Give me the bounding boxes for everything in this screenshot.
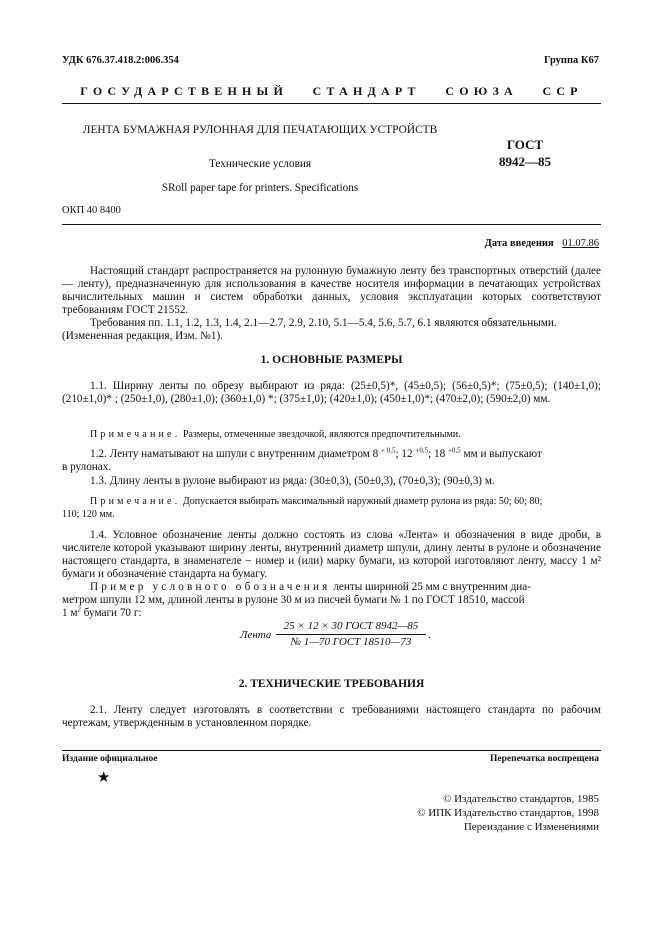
reprint-prohibited: Перепечатка воспрещена bbox=[489, 754, 599, 764]
clause-1-2-text-d: мм и выпускают bbox=[460, 448, 542, 460]
section-1-heading: 1. ОСНОВНЫЕ РАЗМЕРЫ bbox=[260, 354, 403, 366]
formula-end: . bbox=[428, 629, 431, 641]
clause-2-1: 2.1. Ленту следует изготовлять в соответствии с требованиями настоящего стандарта по рабочим чертежам, утвержденным в установленном порядке. bbox=[62, 704, 601, 729]
example-text-1: ленты шириной 25 мм с внутренним диа- bbox=[333, 581, 531, 593]
example-text-3a: 1 м bbox=[62, 607, 78, 619]
clause-1-2-text-e: в рулонах. bbox=[62, 461, 112, 473]
copyright-block bbox=[417, 792, 599, 834]
star-icon: ★ bbox=[97, 770, 111, 786]
example-text-2: метром шпули 12 мм, длиной ленты в рулоне 30 м из писчей бумаги № 1 по ГОСТ 18510, массой bbox=[62, 594, 525, 606]
state-standard-banner: ГОСУДАРСТВЕННЫЙ СТАНДАРТ СОЮЗА ССР bbox=[80, 84, 583, 98]
intro-date-value: 01.07.86 bbox=[562, 238, 599, 249]
reissue-note: Переиздание с Изменениями bbox=[463, 821, 599, 833]
gost-label: ГОСТ bbox=[506, 137, 544, 152]
english-title: SRoll paper tape for printers. Specifications bbox=[161, 182, 359, 194]
tolerance-12: +0,5 bbox=[415, 446, 429, 455]
example-label: Пример условного обозначения bbox=[90, 581, 331, 593]
section-2-heading: 2. ТЕХНИЧЕСКИЕ ТРЕБОВАНИЯ bbox=[238, 678, 425, 690]
clause-1-2 bbox=[62, 448, 601, 474]
formula-word: Лента bbox=[240, 629, 272, 641]
note-2-label: Примечание. bbox=[90, 496, 181, 507]
clause-1-2-text-b: ; 12 bbox=[395, 448, 413, 460]
designation-example bbox=[62, 581, 601, 620]
formula-denominator: № 1—70 ГОСТ 18510—73 bbox=[290, 636, 412, 648]
document-subtitle: Технические условия bbox=[209, 158, 311, 170]
tolerance-8: + 0,5 bbox=[381, 446, 396, 455]
note-2-text: Допускается выбирать максимальный наружный диаметр рулона из ряда: 50; 60; 80; bbox=[182, 496, 543, 507]
amendment-note: (Измененная редакция, Изм. №1). bbox=[62, 330, 223, 342]
tolerance-18: +0,5 bbox=[447, 446, 461, 455]
note-2-text-continued: 110; 120 мм. bbox=[62, 508, 115, 520]
mandatory-requirements: Требования пп. 1.1, 1.2, 1.3, 1.4, 2.1—2.7, 2.9, 2.10, 5.1—5.4, 5.6, 5.7, 6.1 являются обязательными. bbox=[90, 317, 557, 329]
fraction-bar bbox=[276, 634, 426, 635]
preamble-paragraph: Настоящий стандарт распространяется на рулонную бумажную ленту без транспортных отверстий (далее — ленту), предназначенную для использования в качестве носителя информации в печатающих устройствах вычислительных машин и систем обработки данных, условия эксплуатации которых соответствуют требованиям ГОСТ 21552. bbox=[62, 265, 601, 316]
note-1-text: Размеры, отмеченные звездочкой, являются предпочтительными. bbox=[182, 429, 461, 440]
okp-code: ОКП 40 8400 bbox=[62, 205, 121, 216]
group-code: Группа К67 bbox=[543, 55, 599, 66]
note-2 bbox=[62, 496, 601, 521]
intro-date bbox=[485, 238, 599, 249]
example-sup: 2 bbox=[77, 605, 81, 614]
gost-number: 8942—85 bbox=[499, 154, 551, 169]
note-1-label: Примечание. bbox=[90, 429, 181, 440]
note-1 bbox=[90, 429, 601, 442]
title-rule bbox=[62, 224, 601, 225]
intro-date-label: Дата введения bbox=[484, 238, 554, 249]
clause-1-2-text-a: 1.2. Ленту наматывают на шпули с внутренним диаметром 8 bbox=[90, 448, 379, 460]
clause-1-3: 1.3. Длину ленты в рулоне выбирают из ряда: (30±0,3), (50±0,3), (70±0,3); (90±0,3) м. bbox=[90, 475, 495, 487]
header-rule bbox=[62, 103, 601, 104]
document-title: ЛЕНТА БУМАЖНАЯ РУЛОННАЯ ДЛЯ ПЕЧАТАЮЩИХ УСТРОЙСТВ bbox=[82, 124, 438, 136]
formula-numerator: 25 × 12 × 30 ГОСТ 8942—85 bbox=[283, 620, 419, 632]
example-text-3b: бумаги 70 г: bbox=[80, 607, 142, 619]
udk-code: УДК 676.37.418.2:006.354 bbox=[62, 55, 179, 66]
clause-1-1: 1.1. Ширину ленты по обрезу выбирают из ряда: (25±0,5)*, (45±0,5); (56±0,5)*; (75±0,5); (140±1,0); (210±1,0)* ; (250±1,0), (280±1,0); (360±1,0) *; (375±1,0); (420±1,0); (450±1,0)*; (470±2,0); (590±2,0) мм. bbox=[62, 380, 601, 405]
clause-1-4: 1.4. Условное обозначение ленты должно состоять из слова «Лента» и обозначения в виде дроби, в числителе которой указывают ширину ленты, внутренний диаметр шпули, длину ленты в рулоне и обозначение настоящего стандарта, в знаменателе − номер и (или) марку бумаги, из которой изготовляют ленту, массу 1 м² бумаги и обозначение стандарта на бумагу. bbox=[62, 529, 601, 580]
footer-rule bbox=[62, 750, 601, 751]
clause-1-2-text-c: ; 18 bbox=[428, 448, 446, 460]
copyright-1985: © Издательство стандартов, 1985 bbox=[443, 793, 599, 805]
official-edition: Издание официальное bbox=[62, 754, 158, 764]
copyright-1998: © ИПК Издательство стандартов, 1998 bbox=[417, 807, 599, 819]
